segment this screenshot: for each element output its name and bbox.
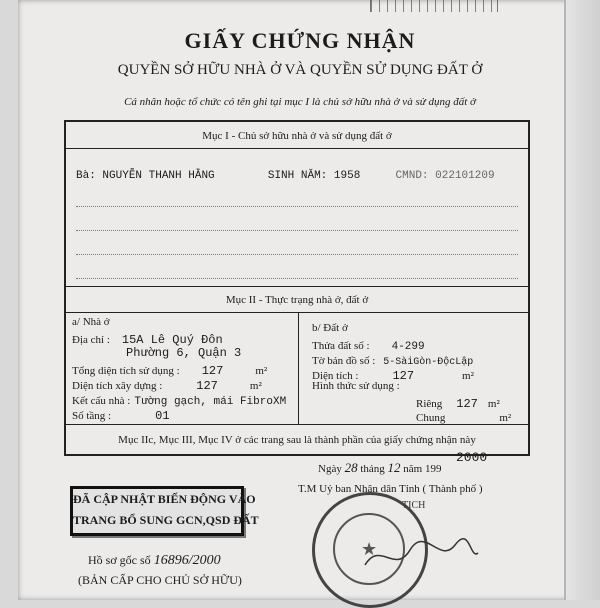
file-number-row (88, 553, 221, 569)
floors-row (72, 406, 170, 424)
blank-line (76, 206, 518, 207)
total-area-label: Tổng diện tích sử dụng : (72, 365, 180, 377)
update-stamp (70, 486, 259, 536)
total-area-value: 127 (201, 364, 224, 378)
build-area-unit: m² (249, 380, 262, 392)
private-label: Riêng (416, 398, 443, 410)
day-value: 28 (344, 460, 358, 475)
private-value: 127 (456, 397, 478, 411)
address-label: Địa chỉ : (72, 334, 110, 346)
land-area-unit: m² (462, 370, 474, 382)
signature (360, 535, 480, 575)
map-value: 5-SàiGòn-ĐộcLập (383, 357, 474, 368)
divider (66, 424, 528, 425)
total-area-unit: m² (255, 365, 268, 377)
month-label: tháng (360, 463, 385, 475)
shared-unit: m² (499, 412, 512, 424)
column-divider (298, 312, 299, 424)
usage-label: Hình thức sử dụng : (312, 380, 400, 392)
certificate-frame (64, 120, 530, 456)
document-subtitle: QUYỀN SỞ HỮU NHÀ Ở VÀ QUYỀN SỬ DỤNG ĐẤT Ở (117, 62, 483, 78)
file-number: 16896/2000 (153, 553, 221, 568)
section2-heading: Mục II - Thực trạng nhà ở, đất ở (225, 294, 369, 306)
build-area-value: 127 (196, 379, 218, 393)
house-heading: a/ Nhà ở (72, 316, 110, 328)
land-heading: b/ Đất ở (312, 322, 348, 334)
footer-note: Mục IIc, Mục III, Mục IV ở các trang sau là thành phần của giấy chứng nhận này (118, 434, 476, 446)
divider (66, 286, 528, 287)
id-label: CMND: (395, 170, 429, 182)
structure-value: Tường gạch, mái FibroXM (134, 396, 287, 408)
plot-value: 4-299 (391, 341, 425, 353)
serial-strip (370, 0, 498, 12)
plot-label: Thửa đất số : (312, 340, 370, 352)
owner-row (76, 170, 495, 182)
issue-date (318, 460, 441, 476)
intro-note: Cá nhân hoặc tổ chức có tên ghi tại mục I là chủ sở hữu nhà ở và sử dụng đất ở (124, 96, 476, 108)
stamp-line2: TRANG BỔ SUNG GCN,QSD ĐẤT (73, 513, 259, 527)
day-label: Ngày (318, 463, 342, 475)
file-label: Hồ sơ gốc số (88, 553, 151, 567)
document-title: GIẤY CHỨNG NHẬN (184, 28, 416, 53)
land-area-value: 127 (392, 369, 415, 383)
copy-note: (BẢN CẤP CHO CHỦ SỞ HỮU) (78, 573, 242, 587)
build-area-label: Diện tích xây dựng : (72, 380, 163, 392)
year-prefix: 199 (424, 463, 442, 475)
private-unit: m² (487, 398, 500, 410)
address-line1: 15A Lê Quý Đôn (121, 333, 223, 347)
star-icon: ★ (361, 539, 378, 559)
issuing-authority: T.M Uỷ ban Nhân dân Tỉnh ( Thành phố ) (298, 483, 483, 495)
shared-label: Chung (416, 412, 446, 424)
seal-text: TỊCH (402, 500, 426, 511)
year-label: năm (403, 463, 423, 475)
blank-line (76, 278, 518, 279)
year-overstamp: 2000 (456, 450, 488, 465)
page-edge (564, 0, 600, 600)
birth-year: 1958 (333, 170, 361, 182)
floors-label: Số tầng : (72, 410, 112, 422)
stamp-line1: ĐÃ CẬP NHẬT BIẾN ĐỘNG VÀO (73, 492, 256, 506)
blank-line (76, 254, 518, 255)
month-value: 12 (387, 460, 401, 475)
blank-line (76, 230, 518, 231)
divider (66, 148, 528, 149)
owner-name: NGUYỄN THANH HẰNG (102, 170, 215, 182)
land-area-label: Diện tích : (312, 370, 359, 382)
birth-label: SINH NĂM: (267, 170, 328, 182)
structure-label: Kết cấu nhà : (72, 395, 131, 407)
address-line2: Phường 6, Quận 3 (126, 346, 242, 360)
section1-heading: Mục I - Chủ sở hữu nhà ở và sử dụng đất ở (202, 130, 392, 142)
divider (66, 312, 528, 313)
owner-prefix: Bà: (76, 170, 96, 182)
map-label: Tờ bản đồ số : (312, 355, 376, 367)
id-number: 022101209 (435, 170, 495, 182)
floors-value: 01 (155, 409, 170, 423)
